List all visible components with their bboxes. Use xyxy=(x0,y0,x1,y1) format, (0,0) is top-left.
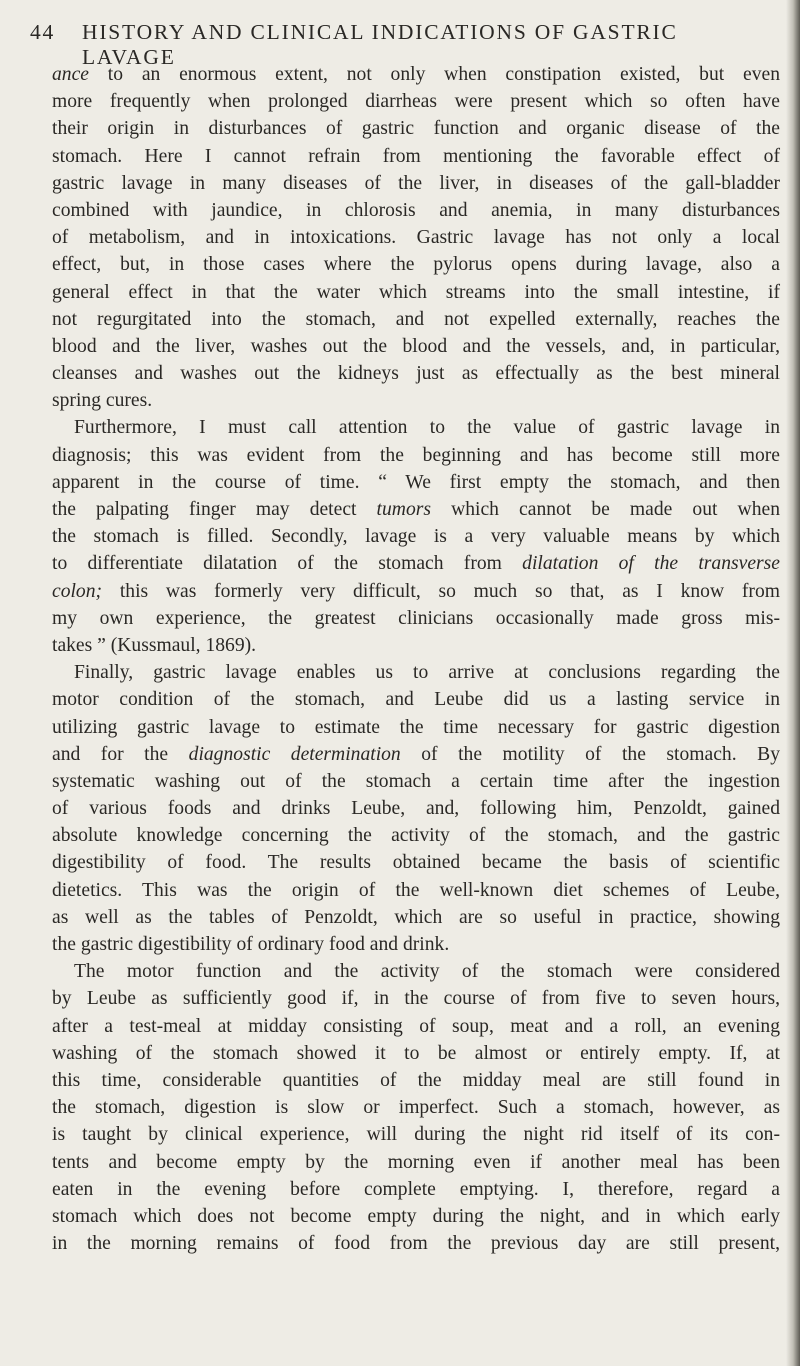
text-line xyxy=(52,985,780,1012)
text-line xyxy=(52,251,780,278)
text-line xyxy=(52,1013,780,1040)
text-run: of metabolism, and in intoxications. Gastric lavage has not only a local xyxy=(52,227,780,249)
text-run: which cannot be made out when xyxy=(431,499,780,520)
text-run: the gastric digestibility of ordinary food and drink. xyxy=(52,934,450,955)
text-line xyxy=(52,360,780,387)
text-line xyxy=(52,279,780,306)
text-line xyxy=(52,496,780,523)
text-line xyxy=(52,414,780,441)
text-run: gastric lavage in many diseases of the liver, in diseases of the gall-bladder xyxy=(52,172,780,194)
text-run: this time, considerable quantities of the midday meal are still found in xyxy=(52,1069,780,1091)
text-run: Furthermore, I must call attention to the value of gastric lavage in xyxy=(74,417,780,439)
text-run: washing of the stomach showed it to be almost or entirely empty. If, at xyxy=(52,1042,780,1064)
text-line xyxy=(52,1203,780,1230)
text-run: cleanses and washes out the kidneys just as effectually as the best mineral xyxy=(52,363,780,385)
text-run: stomach. Here I cannot refrain from mentioning the favorable effect of xyxy=(52,145,780,167)
text-line xyxy=(52,578,780,605)
text-line xyxy=(52,197,780,224)
text-run: systematic washing out of the stomach a certain time after the ingestion xyxy=(52,770,780,792)
text-run: dietetics. This was the origin of the well-known diet schemes of Leube, xyxy=(52,879,780,901)
text-run: my own experience, the greatest clinicians occasionally made gross mis- xyxy=(52,607,780,629)
text-run: The motor function and the activity of the stomach were considered xyxy=(74,961,780,983)
text-line xyxy=(52,659,780,686)
text-line xyxy=(52,1040,780,1067)
text-line xyxy=(52,61,780,88)
running-title: HISTORY AND CLINICAL INDICATIONS OF GASTRIC LAVAGE xyxy=(82,20,678,69)
text-run: by Leube as sufficiently good if, in the course of from five to seven hours, xyxy=(52,988,780,1010)
text-run: is taught by clinical experience, will during the night rid itself of its con- xyxy=(52,1124,780,1146)
text-run: and for the xyxy=(52,743,189,765)
body-text xyxy=(52,61,780,1257)
text-run: combined with jaundice, in chlorosis and anemia, in many disturbances xyxy=(52,199,780,221)
text-line xyxy=(52,714,780,741)
text-line xyxy=(52,822,780,849)
text-line xyxy=(52,904,780,931)
page-edge-shadow xyxy=(786,0,800,1366)
page-number: 44 xyxy=(30,20,56,44)
text-line xyxy=(52,849,780,876)
text-run: the stomach is filled. Secondly, lavage is a very valuable means by which xyxy=(52,526,780,548)
text-line xyxy=(52,170,780,197)
text-line xyxy=(52,387,780,414)
text-line xyxy=(52,1067,780,1094)
text-run: after a test-meal at midday consisting of soup, meat and a roll, an evening xyxy=(52,1015,780,1037)
text-run: not regurgitated into the stomach, and not expelled externally, reaches the xyxy=(52,308,780,330)
text-line xyxy=(52,88,780,115)
text-line xyxy=(52,1230,780,1257)
text-line xyxy=(52,1176,780,1203)
text-run: tents and become empty by the morning even if another meal has been xyxy=(52,1151,780,1173)
text-run: utilizing gastric lavage to estimate the time necessary for gastric digestion xyxy=(52,716,780,738)
text-run: the stomach, digestion is slow or imperfect. Such a stomach, however, as xyxy=(52,1097,780,1119)
text-run: diagnosis; this was evident from the beginning and has become still more xyxy=(52,444,780,466)
text-line xyxy=(52,143,780,170)
text-run: effect, but, in those cases where the pylorus opens during lavage, also a xyxy=(52,254,780,276)
text-run: spring cures. xyxy=(52,390,153,412)
text-line xyxy=(52,306,780,333)
text-line xyxy=(52,632,780,659)
text-run: of various foods and drinks Leube, and, following him, Penzoldt, gained xyxy=(52,798,780,820)
text-run: motor condition of the stomach, and Leube did us a lasting service in xyxy=(52,689,780,711)
text-line xyxy=(52,523,780,550)
text-run: to an enormous extent, not only when constipation existed, but even xyxy=(89,64,780,85)
text-run: the palpating finger may detect xyxy=(52,499,377,520)
text-run: takes ” (Kussmaul, 1869). xyxy=(52,634,257,656)
text-run: of the motility of the stomach. By xyxy=(400,743,781,765)
text-run: in the morning remains of food from the previous day are still present, xyxy=(52,1233,780,1255)
italic-text: tumors xyxy=(376,499,431,520)
text-line xyxy=(52,333,780,360)
text-line xyxy=(52,931,780,958)
text-line xyxy=(52,1121,780,1148)
italic-text: colon; xyxy=(52,580,103,602)
text-line xyxy=(52,795,780,822)
text-line xyxy=(52,442,780,469)
text-line xyxy=(52,741,780,768)
italic-text: ance xyxy=(52,64,89,85)
text-run: absolute knowledge concerning the activity of the stomach, and the gastric xyxy=(52,825,780,847)
text-line xyxy=(52,686,780,713)
text-line xyxy=(52,958,780,985)
text-run: Finally, gastric lavage enables us to arrive at conclusions regarding the xyxy=(74,662,780,684)
text-run: apparent in the course of time. “ We first empty the stomach, and then xyxy=(52,471,780,493)
text-line xyxy=(52,768,780,795)
text-line xyxy=(52,877,780,904)
text-run: general effect in that the water which streams into the small intestine, if xyxy=(52,281,780,303)
text-run: their origin in disturbances of gastric function and organic disease of the xyxy=(52,118,780,140)
text-line xyxy=(52,115,780,142)
text-run: stomach which does not become empty during the night, and in which early xyxy=(52,1205,780,1227)
italic-text: dilatation of the transverse xyxy=(522,553,780,575)
text-run: digestibility of food. The results obtained became the basis of scientific xyxy=(52,852,780,874)
text-run: blood and the liver, washes out the blood and the vessels, and, in particular, xyxy=(52,335,780,357)
text-run: as well as the tables of Penzoldt, which are so useful in practice, showing xyxy=(52,906,780,928)
text-line xyxy=(52,550,780,577)
running-header xyxy=(30,20,730,69)
text-line xyxy=(52,224,780,251)
text-run: to differentiate dilatation of the stomach from xyxy=(52,553,523,575)
text-line xyxy=(52,1094,780,1121)
text-run: this was formerly very difficult, so much so that, as I know from xyxy=(102,580,780,602)
text-line xyxy=(52,469,780,496)
italic-text: diagnostic determination xyxy=(188,743,401,765)
text-line xyxy=(52,1149,780,1176)
text-run: eaten in the evening before complete emptying. I, therefore, regard a xyxy=(52,1178,780,1200)
text-run: more frequently when prolonged diarrheas were present which so often have xyxy=(52,91,780,113)
text-line xyxy=(52,605,780,632)
